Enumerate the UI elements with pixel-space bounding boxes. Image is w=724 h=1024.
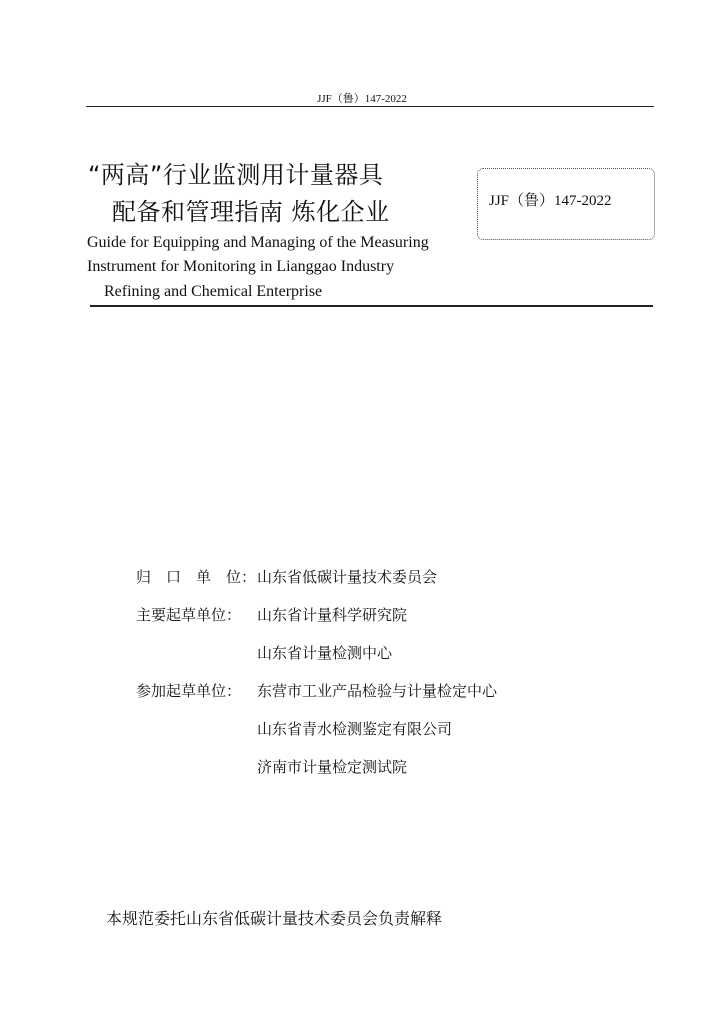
participating-drafting-unit-2: 山东省青水检测鉴定有限公司 bbox=[257, 720, 453, 738]
responsible-unit-value: 山东省低碳计量技术委员会 bbox=[257, 568, 438, 586]
header-document-code: JJF（鲁）147-2022 bbox=[317, 93, 407, 105]
main-drafting-unit-label: 主要起草单位： bbox=[136, 606, 242, 624]
header-divider bbox=[86, 106, 654, 107]
title-divider bbox=[90, 305, 653, 307]
title-english-line-3: Refining and Chemical Enterprise bbox=[104, 283, 323, 300]
title-chinese-line-1: “两高”行业监测用计量器具 bbox=[88, 161, 384, 189]
interpretation-note: 本规范委托山东省低碳计量技术委员会负责解释 bbox=[106, 909, 443, 928]
participating-drafting-unit-3: 济南市计量检定测试院 bbox=[257, 758, 408, 776]
title-english-line-2: Instrument for Monitoring in Lianggao Industry bbox=[87, 258, 395, 275]
participating-drafting-unit-1: 东营市工业产品检验与计量检定中心 bbox=[257, 682, 498, 700]
code-box-text: JJF（鲁）147-2022 bbox=[489, 193, 612, 209]
title-english-line-1: Guide for Equipping and Managing of the Measuring bbox=[87, 234, 429, 251]
responsible-unit-label: 归 口 单 位： bbox=[136, 568, 257, 586]
title-chinese-line-2: 配备和管理指南 炼化企业 bbox=[112, 198, 390, 226]
participating-drafting-unit-label: 参加起草单位： bbox=[136, 682, 242, 700]
main-drafting-unit-1: 山东省计量科学研究院 bbox=[257, 606, 408, 624]
main-drafting-unit-2: 山东省计量检测中心 bbox=[257, 644, 393, 662]
